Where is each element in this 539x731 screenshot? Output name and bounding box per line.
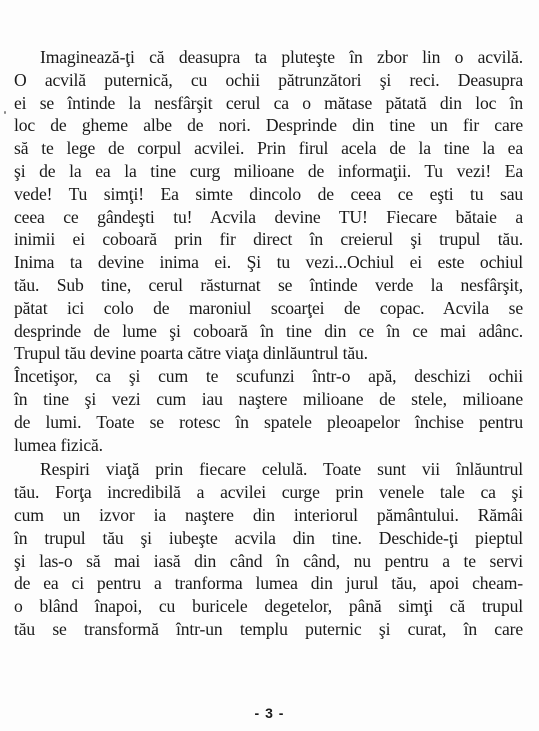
text-line: vede! Tu simţi! Ea simte dincolo de ceea ce eşti tu sau	[14, 183, 523, 204]
paragraph-2	[14, 458, 523, 640]
text-line: cum un izvor ia naştere din interiorul pământului. Rămâi	[14, 504, 523, 525]
text-line: inimii ei coboară prin fir direct în creierul şi trupul tău.	[14, 229, 523, 250]
scan-speck	[4, 111, 6, 114]
text-line: Imaginează-ţi că deasupra ta pluteşte în zbor lin o acvilă.	[40, 47, 523, 67]
text-line: o blând înapoi, cu buricele degetelor, până simţi că trupul	[14, 596, 523, 617]
text-line: lumea fizică.	[14, 434, 103, 455]
body-text	[14, 46, 523, 641]
text-line: şi de la ea la tine curg milioane de informaţii. Tu vezi! Ea	[14, 160, 523, 181]
text-line: şi las-o să mai iasă din când în când, nu pentru a te servi	[14, 550, 523, 571]
text-line: tău. Sub tine, cerul răsturnat se întinde verde la nesfârşit,	[14, 274, 523, 295]
text-line: tău. Forţa incredibilă a acvilei curge prin venele tale ca şi	[14, 482, 523, 503]
text-line: să te lege de corpul acvilei. Prin firul acela de la tine la ea	[14, 138, 523, 159]
page-number: - 3 -	[254, 705, 285, 721]
text-line: în tine şi vezi cum iau naştere milioane de stele, milioane	[14, 388, 523, 409]
text-line: desprinde de lume şi coboară în tine din ce în ce mai adânc.	[14, 320, 523, 341]
text-line: ei se întinde la nesfârşit cerul ca o mătase pătată din loc în	[14, 92, 523, 113]
paragraph-1	[14, 46, 523, 456]
text-line: O acvilă puternică, cu ochii pătrunzători şi reci. Deasupra	[14, 69, 523, 90]
text-line: Trupul tău devine poarta către viaţa dinlăuntrul tău.	[14, 343, 368, 364]
text-line: de ea ci pentru a tranforma lumea din jurul tău, apoi cheam-	[14, 573, 523, 594]
text-line: Încetişor, ca şi cum te scufunzi într-o apă, deschizi ochii	[14, 366, 523, 387]
text-line: pătat ici colo de maroniul scoarţei de copac. Acvila se	[14, 297, 523, 318]
text-line: Respiri viaţă prin fiecare celulă. Toate sunt vii înlăuntrul	[40, 459, 523, 480]
text-line: de lumi. Toate se rotesc în spatele pleoapelor închise pentru	[14, 411, 523, 432]
text-line: în trupul tău şi iubeşte acvila din tine. Deschide-ţi pieptul	[14, 527, 523, 548]
text-line: Inima ta devine inima ei. Şi tu vezi...Ochiul ei este ochiul	[14, 252, 523, 273]
text-line: ceea ce gândeşti tu! Acvila devine TU! Fiecare bătaie a	[14, 206, 523, 227]
text-line: loc de gheme albe de nori. Desprinde din tine un fir care	[14, 115, 523, 136]
text-line: tău se transformă într-un templu puternic şi curat, în care	[14, 618, 523, 639]
